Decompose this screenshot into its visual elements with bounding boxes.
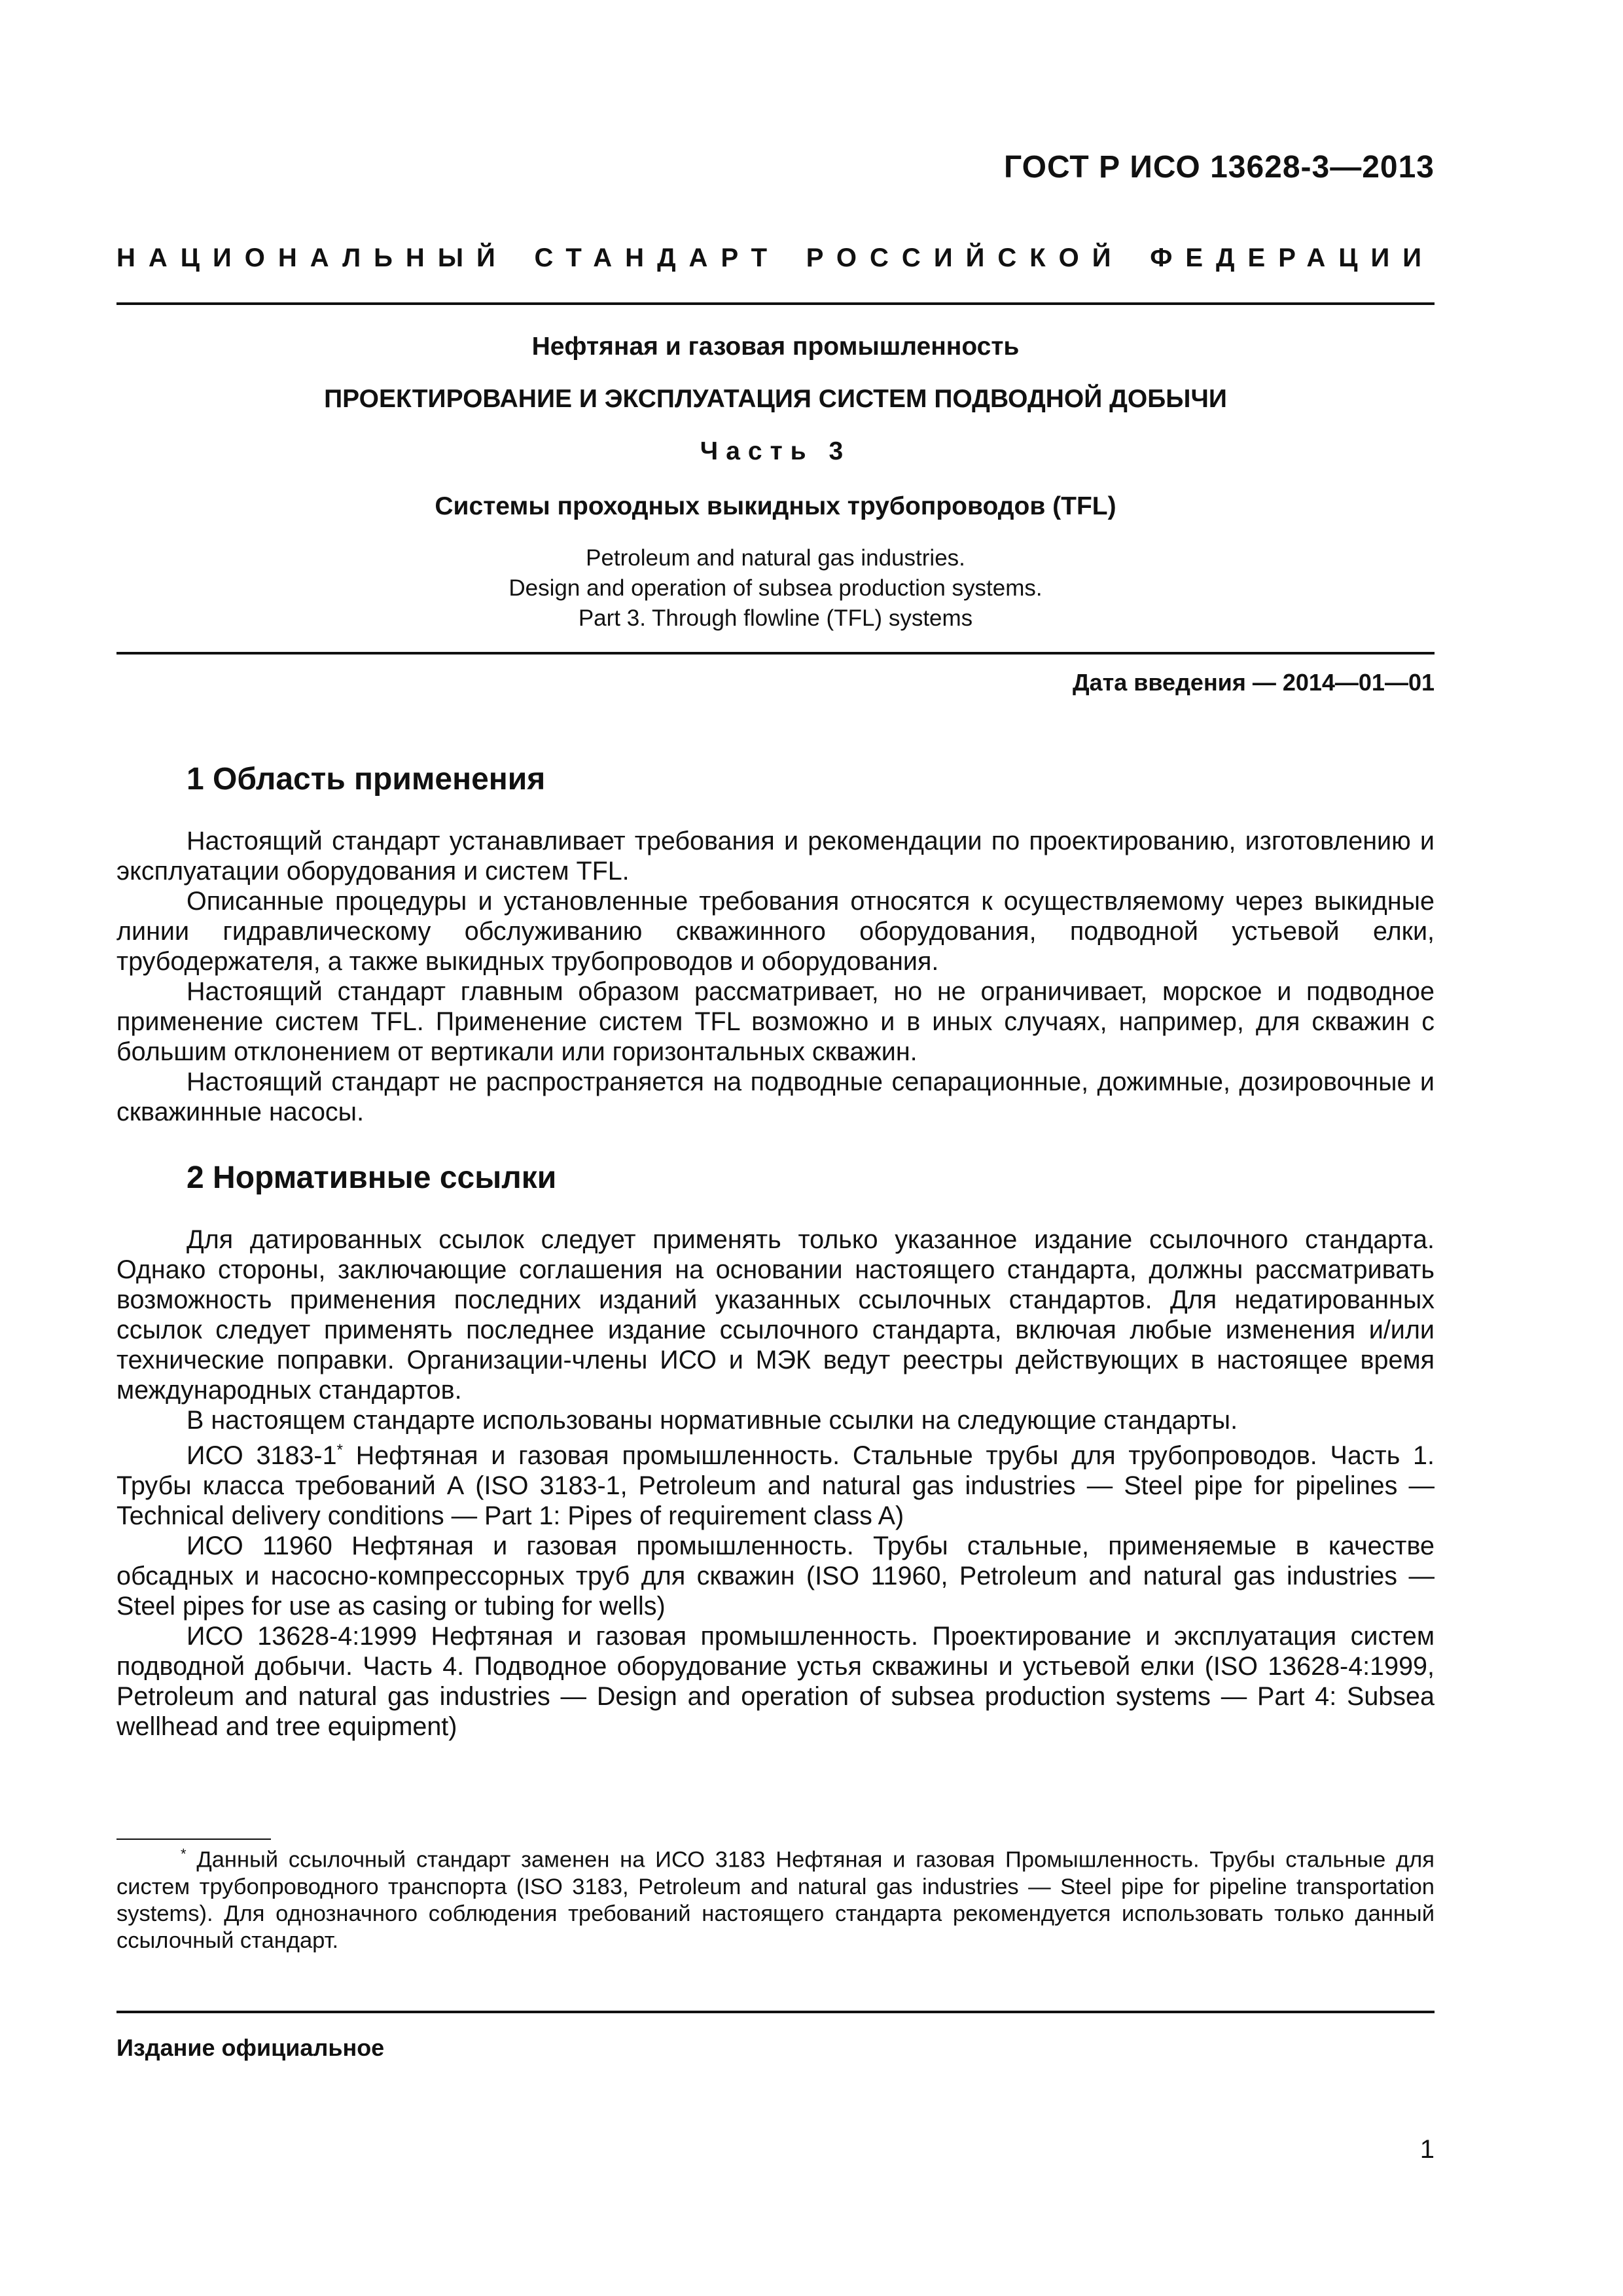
section-scope-body — [116, 826, 1435, 1127]
footnote-marker: * — [181, 1846, 187, 1862]
section-heading-scope: 1 Область применения — [187, 762, 546, 797]
national-title-word: РОССИЙСКОЙ — [806, 243, 1124, 272]
edition-label: Издание официальное — [116, 2034, 385, 2061]
national-title-word: НАЦИОНАЛЬНЫЙ — [116, 243, 508, 272]
part-label: Часть 3 — [700, 437, 851, 465]
paragraph: В настоящем стандарте использованы нормативные ссылки на следующие стандарты. — [187, 1406, 1238, 1435]
footnote-marker: * — [336, 1441, 343, 1459]
paragraph: Описанные процедуры и установленные требования относятся к осуществляемому через выкидные линии гидравлическому обслуживанию скважинного оборудования, подводной устьевой елки, трубодержателя, а также выкидных трубопроводов и оборудования. — [116, 887, 1435, 976]
reference-item — [116, 1435, 1435, 1531]
footnote-text: Данный ссылочный стандарт заменен на ИСО 3183 Нефтяная и газовая Промышленность. Трубы стальные для систем трубопроводного транспорта (ISO 3183, Petroleum and natural gas industries — Steel pipe for pipeline transportation systems). Для однозначного соблюдения требований настоящего стандарта рекомендуется использовать только данный ссылочный стандарт. — [116, 1847, 1435, 1953]
section-heading-references: 2 Нормативные ссылки — [187, 1160, 557, 1195]
reference-code: ИСО 3183-1 — [187, 1441, 337, 1471]
reference-item: ИСО 11960 Нефтяная и газовая промышленность. Трубы стальные, применяемые в качестве обсадных и насосно-компрессорных труб для скважин (ISO 11960, Petroleum and natural gas industries — Steel pipes for use as casing or tubing for wells) — [116, 1532, 1435, 1621]
footnote — [116, 1840, 1435, 1954]
footnote-divider — [116, 1839, 271, 1840]
reference-text: Нефтяная и газовая промышленность. Стальные трубы для трубопроводов. Часть 1. Трубы класса требований А (ISO 3183-1, Petroleum and natural gas industries — Steel pipe for pipelines — Technical delivery conditions — Part 1: Pipes of requirement class A) — [116, 1441, 1435, 1531]
english-title-line: Petroleum and natural gas industries. — [586, 545, 965, 571]
industry-title: Нефтяная и газовая промышленность — [531, 332, 1020, 361]
title-divider — [116, 652, 1435, 655]
section-references-body — [116, 1225, 1435, 1742]
english-title-line: Design and operation of subsea production systems. — [508, 575, 1043, 601]
national-standard-title — [116, 243, 1435, 273]
reference-item: ИСО 13628-4:1999 Нефтяная и газовая промышленность. Проектирование и эксплуатация систем подводной добычи. Часть 4. Подводное оборудование устья скважины и устьевой елки (ISO 13628-4:1999, Petroleum and natural gas industries — Design and operation of subsea production systems — Part 4: Subsea wellhead and tree equipment) — [116, 1622, 1435, 1742]
paragraph: Настоящий стандарт не распространяется на подводные сепарационные, дожимные, дозировочные и скважинные насосы. — [116, 1067, 1435, 1126]
paragraph: Настоящий стандарт главным образом рассматривает, но не ограничивает, морское и подводное применение систем TFL. Применение систем TFL возможно и в иных случаях, например, для скважин с большим отклонением от вертикали или горизонтальных скважин. — [116, 977, 1435, 1066]
paragraph: Для датированных ссылок следует применять только указанное издание ссылочного стандарта. Однако стороны, заключающие соглашения на основании настоящего стандарта, должны рассматривать возможность применения последних изданий указанных ссылочных стандартов. Для недатированных ссылок следует применять последнее издание ссылочного стандарта, включая любые изменения и/или технические поправки. Организации-члены ИСО и МЭК ведут реестры действующих в настоящее время международных стандартов. — [116, 1225, 1435, 1405]
standard-main-title: ПРОЕКТИРОВАНИЕ И ЭКСПЛУАТАЦИЯ СИСТЕМ ПОДВОДНОЙ ДОБЫЧИ — [324, 385, 1227, 413]
english-title-line: Part 3. Through flowline (TFL) systems — [578, 605, 973, 631]
page-number: 1 — [1419, 2135, 1435, 2164]
document-number: ГОСТ Р ИСО 13628-3—2013 — [1004, 150, 1435, 185]
english-title — [116, 543, 1435, 634]
paragraph: Настоящий стандарт устанавливает требования и рекомендации по проектированию, изготовлению и эксплуатации оборудования и систем TFL. — [116, 827, 1435, 886]
national-title-word: ФЕДЕРАЦИИ — [1150, 243, 1435, 272]
footer-divider — [116, 2011, 1435, 2013]
national-title-word: СТАНДАРТ — [534, 243, 781, 272]
part-title: Системы проходных выкидных трубопроводов (TFL) — [435, 492, 1116, 520]
header-divider — [116, 302, 1435, 305]
introduction-date: Дата введения — 2014—01—01 — [1072, 669, 1435, 696]
